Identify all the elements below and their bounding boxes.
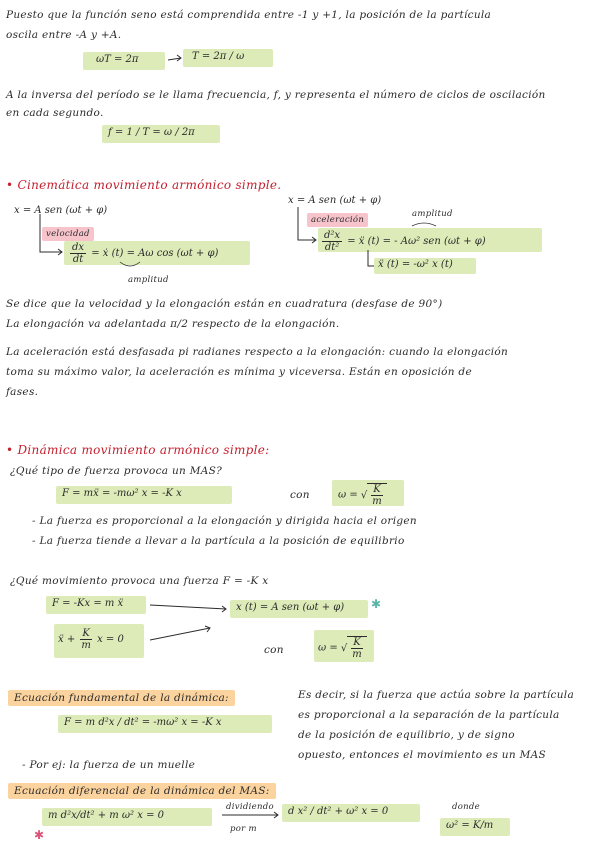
- diff-left: ẍ +: [58, 634, 76, 645]
- diff-k: K: [82, 628, 90, 639]
- diff-mas-left: m d²x/dt² + m ω² x = 0: [48, 810, 164, 821]
- acceleration-rhs: = ẍ (t) = - Aω² sen (ωt + φ): [347, 236, 486, 247]
- omega-k: K: [373, 484, 381, 495]
- omega-k-2: K: [353, 637, 361, 648]
- omega-lhs: ω =: [338, 489, 358, 501]
- eq-omega-t: ωT = 2π: [96, 54, 139, 65]
- pink-star-icon: ✱: [34, 828, 45, 842]
- label-aceleracion: aceleración: [307, 213, 368, 227]
- vel-numerator: dx: [72, 242, 85, 253]
- acceleration-equation: [320, 230, 486, 253]
- freq-line-1: A la inversa del período se le llama frecuencia, f, y representa el número de ciclos de oscilación: [6, 89, 546, 101]
- omega-m: m: [372, 496, 382, 507]
- teal-star-icon: ✱: [371, 597, 382, 611]
- section-title-cinematica: • Cinemática movimiento armónico simple.: [6, 178, 282, 192]
- vel-denominator: dt: [72, 254, 84, 265]
- note-line-4: opuesto, entonces el movimiento es un MAS: [298, 749, 547, 761]
- label-velocidad: velocidad: [42, 227, 94, 241]
- quadrature-line-1: Se dice que la velocidad y la elongación están en cuadratura (desfase de 90°): [6, 298, 443, 310]
- force-equation: F = mẍ = -mω² x = -K x: [62, 488, 182, 499]
- spring-example: - Por ej: la fuerza de un muelle: [22, 759, 196, 771]
- diff-right: x = 0: [97, 634, 124, 645]
- phase-line-1: La aceleración está desfasada pi radianes respecto a la elongación: cuando la elongación: [6, 346, 509, 358]
- freq-line-2: en cada segundo.: [6, 107, 104, 119]
- label-con-2: con: [264, 644, 284, 656]
- note-line-2: es proporcional a la separación de la partícula: [298, 709, 560, 721]
- bullet-equilibrium: - La fuerza tiende a llevar a la partícula a la posición de equilibrio: [32, 535, 405, 547]
- label-dividiendo: dividiendo: [226, 802, 274, 812]
- label-por-m: por m: [230, 824, 257, 834]
- acc-numerator: d²x: [324, 230, 341, 241]
- velocity-equation: [68, 242, 218, 265]
- quadrature-line-2: La elongación va adelantada π/2 respecto de la elongación.: [6, 318, 340, 330]
- omega-squared: ω² = K/m: [446, 820, 494, 831]
- phase-line-2: toma su máximo valor, la aceleración es mínima y viceversa. Están en oposición de: [6, 366, 472, 378]
- diff-equation: [58, 628, 124, 651]
- acc-denominator: dt²: [324, 242, 340, 253]
- solution-equation: x (t) = A sen (ωt + φ): [236, 602, 345, 613]
- label-fundamental: Ecuación fundamental de la dinámica:: [8, 690, 235, 706]
- label-con: con: [290, 489, 310, 501]
- diff-m: m: [81, 640, 91, 651]
- omega-equation: ω = √ $\frac{K}{m}$: [338, 483, 387, 507]
- label-amplitud-velocity: amplitud: [128, 275, 169, 285]
- bullet-proportional: - La fuerza es proporcional a la elongación y dirigida hacia el origen: [32, 515, 417, 527]
- velocity-rhs: = ẋ (t) = Aω cos (ωt + φ): [91, 248, 219, 259]
- question-force-type: ¿Qué tipo de fuerza provoca un MAS?: [10, 465, 223, 477]
- note-line-3: de la posición de equilibrio, y de signo: [298, 729, 515, 741]
- note-line-1: Es decir, si la fuerza que actúa sobre la partícula: [298, 689, 575, 701]
- label-donde: donde: [452, 802, 481, 812]
- label-diferencial: Ecuación diferencial de la dinámica del MAS:: [8, 783, 276, 799]
- eq-period: T = 2π / ω: [192, 51, 245, 62]
- label-amplitud-acceleration: amplitud: [412, 209, 453, 219]
- omega-equation-2: ω = √ $\frac{K}{m}$: [318, 636, 367, 660]
- question-movement: ¿Qué movimiento provoca una fuerza F = -K x: [10, 575, 269, 587]
- eq-frequency: f = 1 / T = ω / 2π: [108, 127, 195, 138]
- omega-m-2: m: [352, 649, 362, 660]
- intro-line-1: Puesto que la función seno está comprendida entre -1 y +1, la posición de la partícula: [6, 9, 492, 21]
- kx-equation: F = -Kx = m ẍ: [52, 598, 124, 609]
- section-title-dinamica: • Dinámica movimiento armónico simple:: [6, 443, 270, 457]
- fundamental-equation: F = m d²x / dt² = -mω² x = -K x: [64, 717, 222, 728]
- intro-line-2: oscila entre -A y +A.: [6, 29, 122, 41]
- position-equation-right: x = A sen (ωt + φ): [288, 195, 382, 206]
- acceleration-result: ẍ (t) = -ω² x (t): [378, 259, 453, 270]
- position-equation-left: x = A sen (ωt + φ): [14, 205, 108, 216]
- phase-line-3: fases.: [6, 386, 39, 398]
- diff-mas-right: d x² / dt² + ω² x = 0: [288, 806, 389, 817]
- omega-lhs-2: ω =: [318, 642, 338, 654]
